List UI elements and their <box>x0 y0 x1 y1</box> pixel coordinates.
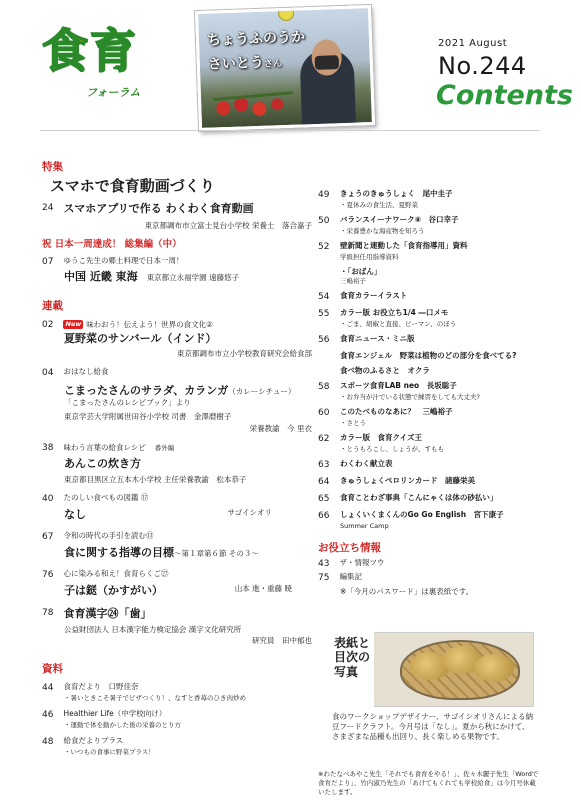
entry-title-suffix: （カレーシチュー） <box>228 386 296 396</box>
pin-icon <box>278 5 295 21</box>
new-badge: New <box>65 320 82 329</box>
entry-subtitle: 心に染みる和え！食育らくご㉗ <box>63 568 169 578</box>
toc-entry[interactable] <box>318 459 540 471</box>
right-toc-list <box>318 189 540 531</box>
entry-subtitle: 味わう言葉の給食レシピ <box>63 442 146 452</box>
entry-badge: 番外編 <box>154 443 175 452</box>
entry-title: スポーツ食育LAB neo 長坂聡子 <box>340 381 457 391</box>
toc-entry[interactable] <box>318 572 540 584</box>
entry-title: 食育ニュース・ミニ版 <box>340 333 415 343</box>
toc-entry[interactable] <box>318 351 540 361</box>
section-shuku: 祝 日本一周達成！ 総集編（中） <box>42 239 182 251</box>
toc-entry[interactable] <box>42 569 312 581</box>
toc-entry[interactable] <box>42 202 312 217</box>
page-number: 65 <box>318 494 330 505</box>
toc-entry[interactable] <box>318 476 540 488</box>
right-column <box>318 184 540 597</box>
toc-entry[interactable] <box>318 291 540 303</box>
magazine-logo-sub: フォーラム <box>86 86 141 99</box>
entry-subtitle: ・お弁当が汁でいる状態で練習をしても大丈夫? <box>340 393 480 402</box>
page-number: 43 <box>318 559 330 570</box>
entry-subtitle: ・夏休みの食生活、夏野菜 <box>340 201 418 210</box>
page-number: 62 <box>318 433 330 444</box>
entry-subtitle: 三嶋裕子 <box>340 276 366 285</box>
entry-title: こまったさんのサラダ、カランガ <box>64 383 229 397</box>
entry-subtitle: ・ごま、胡椒と直接、ピーマン、のぼう <box>340 319 457 328</box>
entry-title: しょくいくまくんのGo Go English 宮下康子 <box>340 510 504 520</box>
entry-subtitle: ・いつもの食事に野菜プラス！ <box>64 748 155 757</box>
toc-entry[interactable] <box>318 215 540 236</box>
section-tokushu: 特集 <box>42 161 63 173</box>
toc-entry[interactable] <box>318 366 540 376</box>
magazine-logo: 食育 <box>42 24 138 78</box>
entry-author: 東京都目黒区立五本木小学校 主任栄養教諭 松本恭子 <box>64 474 247 484</box>
entry-title: わくわく献立表 <box>340 458 393 468</box>
entry-subtitle: ・栄養豊かな海産物を知ろう <box>340 227 425 236</box>
password-note: ※「今月のパスワード」は裏表紙です。 <box>340 586 474 596</box>
toc-entry[interactable] <box>318 189 540 210</box>
toc-entry[interactable] <box>318 334 540 346</box>
toc-entry[interactable] <box>42 367 312 379</box>
entry-author: 研究員 田中郁也 <box>252 635 312 645</box>
toc-entry[interactable] <box>318 510 540 531</box>
entry-title: あんこの炊き方 <box>64 456 141 470</box>
entry-title: 食育カラーイラスト <box>340 290 408 300</box>
entry-title: このたべものなあに？ 三嶋裕子 <box>340 406 453 416</box>
entry-title: ・「おばん」 <box>340 266 382 276</box>
page-number: 49 <box>318 190 330 200</box>
entry-subtitle: ゆうこ先生の郷土料理で日本一周！ <box>63 256 184 266</box>
page-number <box>318 366 330 376</box>
toc-entry[interactable] <box>318 407 540 428</box>
entry-title: 編集記 <box>339 572 362 582</box>
page-number: 63 <box>318 459 330 470</box>
left-column <box>42 160 312 757</box>
issue-number: No.244 <box>438 52 527 80</box>
entry-title: カラー版 食育クイズ王 <box>340 432 423 442</box>
entry-title: 食育ことわざ事典「こんにゃくは体の砂払い」 <box>340 493 498 503</box>
photo-caption-line2: さいとうさん <box>207 54 283 73</box>
entry-title: 食育漢字㉔「歯」 <box>63 606 152 620</box>
entry-title: 中国 近畿 東海 <box>64 270 138 284</box>
toc-entry[interactable] <box>42 256 312 268</box>
toc-entry[interactable] <box>42 682 312 694</box>
page-number: 54 <box>318 291 330 302</box>
page-number: 07 <box>42 257 54 268</box>
entry-author: 東京学芸大学附属世田谷小学校 司書 金澤磨樹子 <box>64 411 232 421</box>
entry-title: 食べ物のふるさと オクラ <box>340 365 430 375</box>
entry-subtitle: ・とうもろこし、しょうが、すもも <box>340 445 444 453</box>
entry-author: サゴイシオリ <box>227 508 272 518</box>
entry-subtitle: Summer Camp <box>340 522 389 531</box>
entry-subtitle: ・さとう <box>340 419 366 428</box>
feature-title: スマホで食育動画づくり <box>50 177 215 196</box>
page-number: 55 <box>318 308 330 319</box>
page-number: 75 <box>318 573 330 584</box>
toc-entry[interactable] <box>42 531 312 543</box>
entry-author: 東京都調布市立小学校教育研究会給食部 <box>177 349 312 359</box>
entry-title: 食育エンジェル 野菜は植物のどの部分を食べてる? <box>340 350 517 360</box>
basket-icon <box>400 640 520 700</box>
toc-entry[interactable] <box>42 709 312 721</box>
entry-title: 食育だより 口野佳奈 <box>63 682 139 692</box>
page-number <box>318 267 330 277</box>
toc-entry[interactable] <box>318 493 540 505</box>
photo-caption-line1: ちょうふのうか <box>206 29 306 49</box>
entry-subtitle: おはなし給食 <box>63 367 109 377</box>
entry-subtitle: ・暑いときこそ暑子でピザつくり！、なすと香苺のひき肉炒め <box>64 694 246 703</box>
toc-entry[interactable] <box>318 558 540 570</box>
page-number: 66 <box>318 511 330 522</box>
page-number: 60 <box>318 407 330 418</box>
page-number: 56 <box>318 334 330 345</box>
entry-title: 食に関する指導の目標 <box>64 546 174 560</box>
page-number: 38 <box>42 442 54 453</box>
entry-title: 子は鎹（かすがい） <box>64 584 163 598</box>
toc-entry[interactable] <box>318 241 540 262</box>
entry-title: バランスイーナワーク⑧ 谷口幸子 <box>340 214 459 224</box>
page-number: 78 <box>42 607 54 618</box>
page-number: 58 <box>318 382 330 393</box>
footnote: ※わたなべあやこ先生「それでも食育をやる！」、佐々木麗子先生「Wordで食育だより」、竹内淑乃先生の「あけてもくれても学校給食」は今月号休載いたします。 <box>318 770 539 796</box>
entry-title: スマホアプリで作る わくわく食育動画 <box>63 202 254 216</box>
entry-subtitle: 学級担任用指導資料 <box>340 252 399 261</box>
toc-entry[interactable] <box>42 319 312 331</box>
entry-title: 給食だよりプラス <box>63 735 124 745</box>
page-number: 48 <box>42 736 54 747</box>
page-number: 40 <box>42 493 54 504</box>
entry-title: カラー版 お役立ち1/4 ―口メモ <box>340 307 449 317</box>
entry-author: 東京都立永福学園 遠藤悠子 <box>146 273 240 283</box>
issue-date: 2021 August <box>438 38 508 49</box>
entry-title: きゅうしょくぺロリンカード 諸藤栄美 <box>340 475 475 485</box>
toc-entry[interactable] <box>42 607 312 622</box>
entry-title: 壁新聞と連動した「食育指導用」資料 <box>340 240 468 250</box>
page-number: 04 <box>42 368 54 379</box>
mask-icon <box>315 55 339 70</box>
page-number: 02 <box>42 320 54 331</box>
page-number: 64 <box>318 476 330 487</box>
toc-entry[interactable] <box>42 442 312 454</box>
page-number: 50 <box>318 215 330 226</box>
entry-title: なし <box>64 508 86 522</box>
entry-author: 山本 進・重藤 暁 <box>234 584 292 594</box>
pear-craft <box>474 654 514 682</box>
entry-title-suffix: ～第１章第６節 その３～ <box>174 549 259 559</box>
header-divider <box>40 130 540 131</box>
entry-author: 栄養教諭 今 里衣 <box>249 423 312 433</box>
page-number: 46 <box>42 710 54 721</box>
entry-note: 「こまったさんのレシピブック」より <box>64 398 191 408</box>
cover-photo <box>195 5 375 131</box>
entry-title: 夏野菜のサンバール（インド） <box>64 331 217 345</box>
toc-entry[interactable] <box>318 267 540 286</box>
toc-entry[interactable] <box>318 433 540 454</box>
page-number: 76 <box>42 569 54 580</box>
toc-entry[interactable] <box>42 736 312 748</box>
toc-entry[interactable] <box>318 308 540 329</box>
entry-subtitle: たのしい食べもの図鑑 ⑰ <box>63 492 149 502</box>
entry-title: ザ・情報ツウ <box>339 558 385 568</box>
entry-subtitle: 味わおう！伝えよう！世界の食文化② <box>86 320 213 330</box>
section-rensai: 連載 <box>42 300 63 313</box>
entry-title: Healthier Life（中学校向け） <box>63 709 167 719</box>
toc-entry[interactable] <box>318 381 540 402</box>
page-number <box>318 351 330 361</box>
page-number: 52 <box>318 241 330 252</box>
page-number: 24 <box>42 203 54 214</box>
section-oyaku: お役立ち情報 <box>318 542 381 555</box>
entry-subtitle: ・運動で体を動かした後の栄養のとり方 <box>64 721 181 730</box>
contents-heading: Contents <box>436 80 574 111</box>
cover-photo-label: 表紙と目次の写真 <box>332 632 374 707</box>
entry-author: 東京都調布市立富士見台小学校 栄養士 落合嘉子 <box>144 221 312 231</box>
entry-title: きょうのきゅうしょく 尾中圭子 <box>340 189 453 198</box>
entry-author: 公益財団法人 日本漢字能力検定協会 漢字文化研究所 <box>64 624 242 634</box>
page-number: 44 <box>42 683 54 694</box>
page-number: 67 <box>42 531 54 542</box>
section-shiryo: 資料 <box>42 662 63 675</box>
strawberry-icon <box>213 91 294 124</box>
cover-description: 食のワークショップデザイナー、サゴイシオリさんによる納豆フードクラフト。今月号は「なし」。夏から秋にかけて、さまざまな品種も出回り、長く楽しめる果物です。 <box>332 712 533 742</box>
toc-entry[interactable] <box>42 493 312 505</box>
entry-subtitle: 令和の時代の手引を読む⑬ <box>63 530 154 540</box>
